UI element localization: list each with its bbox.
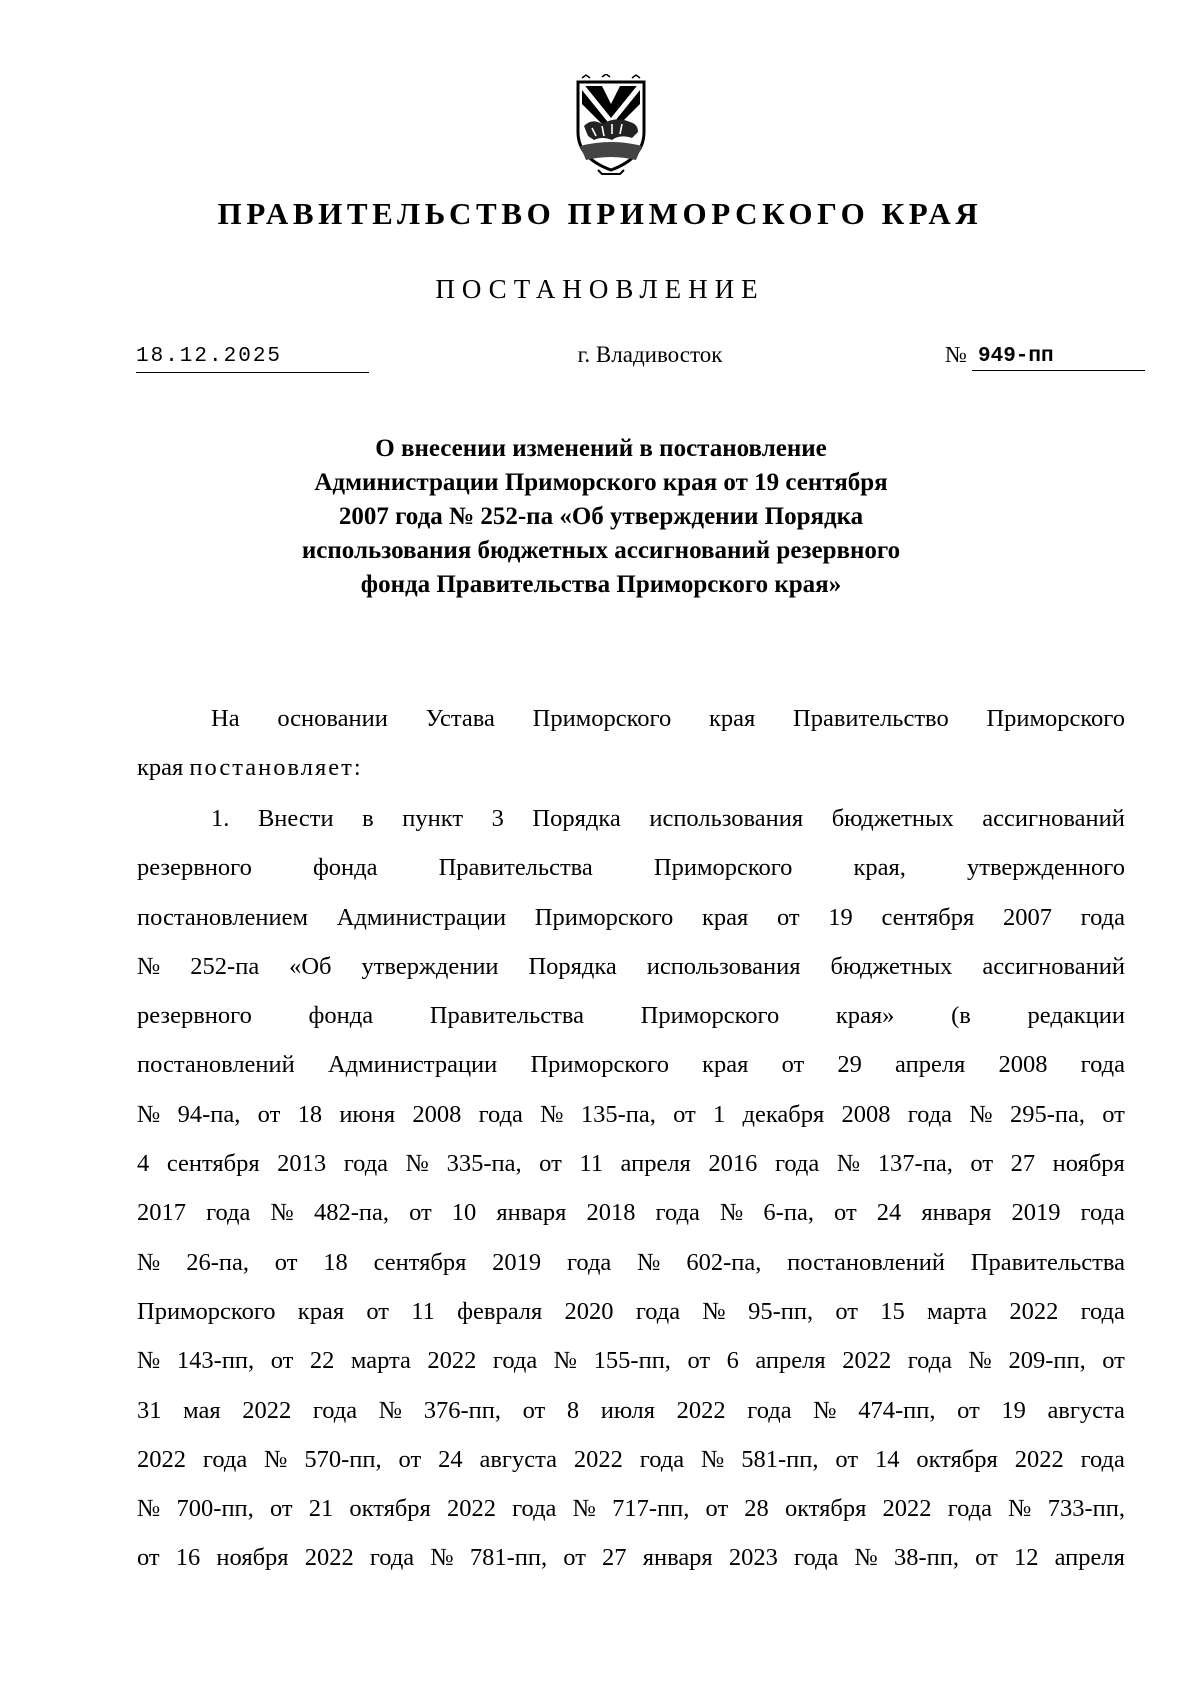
document-city: г. Владивосток xyxy=(577,342,723,367)
paragraph-line: 4 сентября 2013 года № 335-па, от 11 апреля 2016 года № 137-па, от 27 ноября xyxy=(137,1150,1125,1178)
paragraph-line: 2022 года № 570-пп, от 24 августа 2022 года № 581-пп, от 14 октября 2022 года xyxy=(137,1445,1125,1473)
paragraph-line: резервного фонда Правительства Приморского края» (в редакции xyxy=(137,1002,1125,1030)
paragraph-line: 31 мая 2022 года № 376-пп, от 8 июля 2022 года № 474-пп, от 19 августа xyxy=(137,1396,1125,1424)
paragraph-line: № 252-па «Об утверждении Порядка использования бюджетных ассигнований xyxy=(137,952,1125,980)
heading-line: фонда Правительства Приморского края» xyxy=(360,571,842,598)
paragraph-line: от 16 ноября 2022 года № 781-пп, от 27 января 2023 года № 38-пп, от 12 апреля xyxy=(137,1544,1125,1572)
paragraph-line: 1. Внести в пункт 3 Порядка использования бюджетных ассигнований xyxy=(211,805,1125,832)
heading-line: 2007 года № 252-па «Об утверждении Порядка xyxy=(338,503,864,530)
paragraph-1 xyxy=(137,794,1125,1583)
heading-line: Администрации Приморского края от 19 сентября xyxy=(314,469,888,496)
paragraph-line: постановлением Администрации Приморского края от 19 сентября 2007 года xyxy=(137,903,1125,931)
paragraph-line: 2017 года № 482-па, от 10 января 2018 года № 6-па, от 24 января 2019 года xyxy=(137,1199,1125,1227)
paragraph-line: Приморского края от 11 февраля 2020 года № 95-пп, от 15 марта 2022 года xyxy=(137,1297,1125,1325)
document-type: ПОСТАНОВЛЕНИЕ xyxy=(435,274,765,304)
document-number-block xyxy=(945,340,1145,372)
paragraph-line: постановлений Администрации Приморского края от 29 апреля 2008 года xyxy=(137,1051,1125,1079)
intro-word: края xyxy=(137,754,184,782)
document-number: 949-пп xyxy=(972,342,1145,371)
document-date: 18.12.2025 xyxy=(136,342,369,373)
document-heading xyxy=(240,432,962,602)
intro-line: На основании Устава Приморского края Правительство Приморского xyxy=(211,705,1125,732)
primorsky-krai-coat-of-arms-icon xyxy=(572,74,650,178)
intro-paragraph xyxy=(137,694,1125,793)
paragraph-line: № 700-пп, от 21 октября 2022 года № 717-пп, от 28 октября 2022 года № 733-пп, xyxy=(137,1495,1125,1523)
heading-line: использования бюджетных ассигнований резервного xyxy=(301,537,901,564)
number-sign: № xyxy=(945,342,967,367)
paragraph-line: № 143-пп, от 22 марта 2022 года № 155-пп, от 6 апреля 2022 года № 209-пп, от xyxy=(137,1347,1125,1375)
paragraph-line: резервного фонда Правительства Приморского края, утвержденного xyxy=(137,854,1125,882)
paragraph-line: № 26-па, от 18 сентября 2019 года № 602-па, постановлений Правительства xyxy=(137,1248,1125,1276)
intro-line xyxy=(137,754,363,781)
intro-word-spaced: постановляет: xyxy=(189,754,363,782)
heading-line: О внесении изменений в постановление xyxy=(375,435,827,462)
government-title: ПРАВИТЕЛЬСТВО ПРИМОРСКОГО КРАЯ xyxy=(217,196,983,231)
paragraph-line: № 94-па, от 18 июня 2008 года № 135-па, от 1 декабря 2008 года № 295-па, от xyxy=(137,1100,1125,1128)
